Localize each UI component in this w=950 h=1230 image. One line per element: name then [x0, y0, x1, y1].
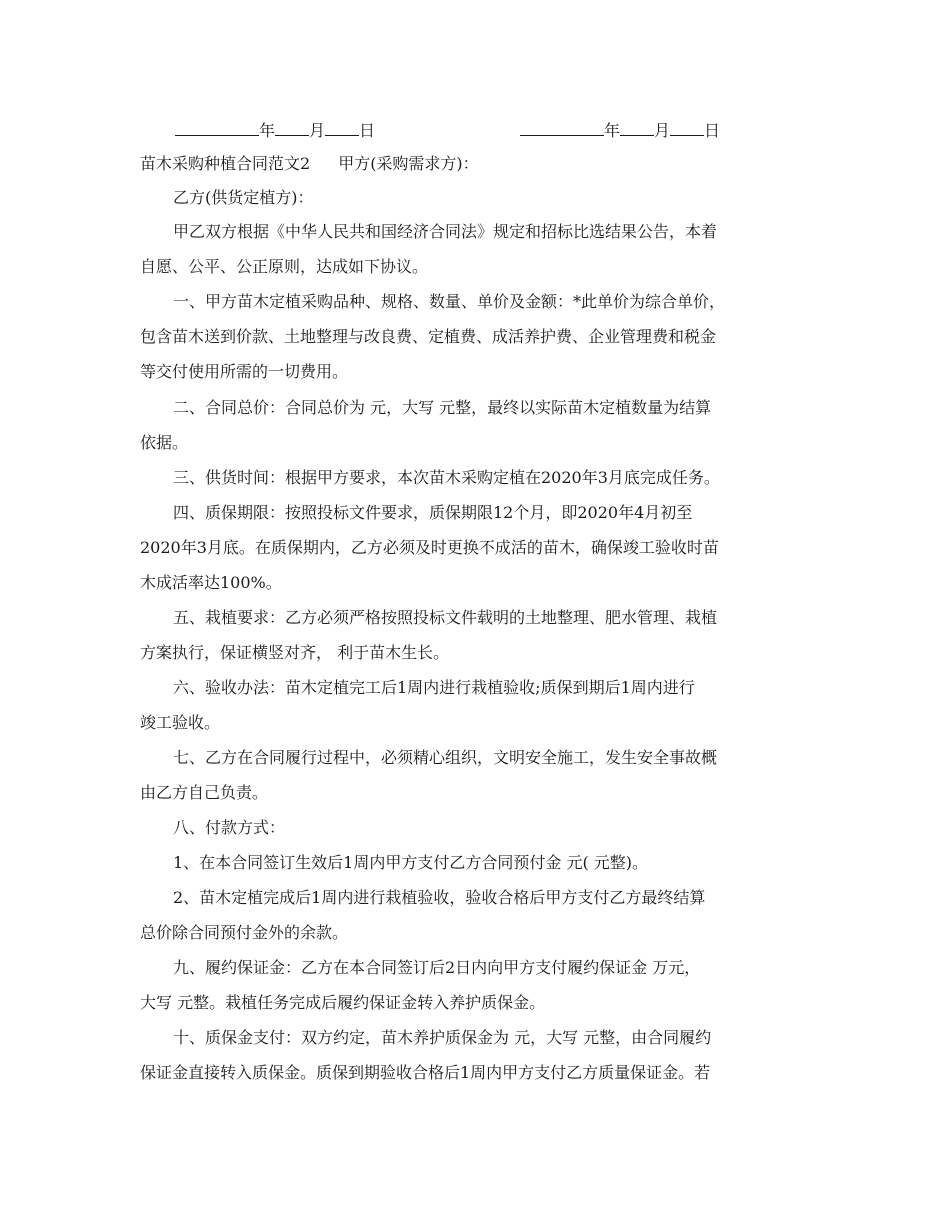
body-line: 2020年3月底。在质保期内，乙方必须及时更换不成活的苗木，确保竣工验收时苗	[140, 538, 719, 557]
body-line: 保证金直接转入质保金。质保到期验收合格后1周内甲方支付乙方质量保证金。若	[140, 1063, 711, 1082]
month-blank	[620, 118, 654, 136]
day-label: 日	[359, 121, 376, 140]
document-title: 苗木采购种植合同范文2	[140, 154, 311, 173]
body-line: 一、甲方苗木定植采购品种、规格、数量、单价及金额：*此单价为综合单价，	[173, 292, 726, 311]
year-blank	[520, 118, 604, 136]
month-label: 月	[654, 121, 671, 140]
day-blank	[670, 118, 704, 136]
month-label: 月	[309, 121, 326, 140]
body-line: 1、在本合同签订生效后1周内甲方支付乙方合同预付金 元( 元整)。	[173, 853, 649, 872]
body-line: 八、付款方式：	[173, 818, 286, 837]
month-blank	[275, 118, 309, 136]
body-line: 十、质保金支付：双方约定，苗木养护质保金为 元，大写 元整，由合同履约	[173, 1028, 712, 1047]
body-line: 总价除合同预付金外的余款。	[140, 923, 349, 942]
body-line: 自愿、公平、公正原则，达成如下协议。	[140, 257, 429, 276]
body-line: 九、履约保证金：乙方在本合同签订后2日内向甲方支付履约保证金 万元，	[173, 958, 701, 977]
body-line: 五、栽植要求：乙方必须严格按照投标文件载明的土地整理、肥水管理、栽植	[173, 608, 718, 627]
body-line: 六、验收办法：苗木定植完工后1周内进行栽植验收;质保到期后1周内进行	[173, 678, 695, 697]
party-a-label: 甲方(采购需求方)：	[338, 154, 479, 173]
body-line: 依据。	[140, 433, 189, 452]
body-line: 甲乙双方根据《中华人民共和国经济合同法》规定和招标比选结果公告，本着	[173, 222, 718, 241]
day-blank	[325, 118, 359, 136]
year-label: 年	[259, 121, 276, 140]
year-blank	[175, 118, 259, 136]
body-line: 大写 元整。栽植任务完成后履约保证金转入养护质保金。	[140, 993, 546, 1012]
body-line: 二、合同总价：合同总价为 元，大写 元整，最终以实际苗木定植数量为结算	[173, 398, 712, 417]
body-line: 方案执行，保证横竖对齐， 利于苗木生长。	[140, 643, 450, 662]
body-line: 2、苗木定植完成后1周内进行栽植验收，验收合格后甲方支付乙方最终结算	[173, 888, 706, 907]
date-line-left	[175, 118, 375, 143]
year-label: 年	[604, 121, 621, 140]
body-line: 由乙方自己负责。	[140, 783, 269, 802]
body-line: 七、乙方在合同履行过程中，必须精心组织，文明安全施工，发生安全事故概	[173, 748, 718, 767]
body-line: 三、供货时间：根据甲方要求，本次苗木采购定植在2020年3月底完成任务。	[173, 468, 720, 487]
date-line-right	[520, 118, 720, 143]
body-line: 竣工验收。	[140, 713, 221, 732]
body-line: 等交付使用所需的一切费用。	[140, 362, 349, 381]
body-line: 木成活率达100%。	[140, 573, 282, 592]
party-b-label: 乙方(供货定植方)：	[173, 188, 314, 207]
day-label: 日	[704, 121, 721, 140]
title-line	[140, 152, 479, 176]
body-line: 包含苗木送到价款、土地整理与改良费、定植费、成活养护费、企业管理费和税金	[140, 327, 717, 346]
body-line: 四、质保期限：按照投标文件要求，质保期限12个月，即2020年4月初至	[173, 503, 693, 522]
